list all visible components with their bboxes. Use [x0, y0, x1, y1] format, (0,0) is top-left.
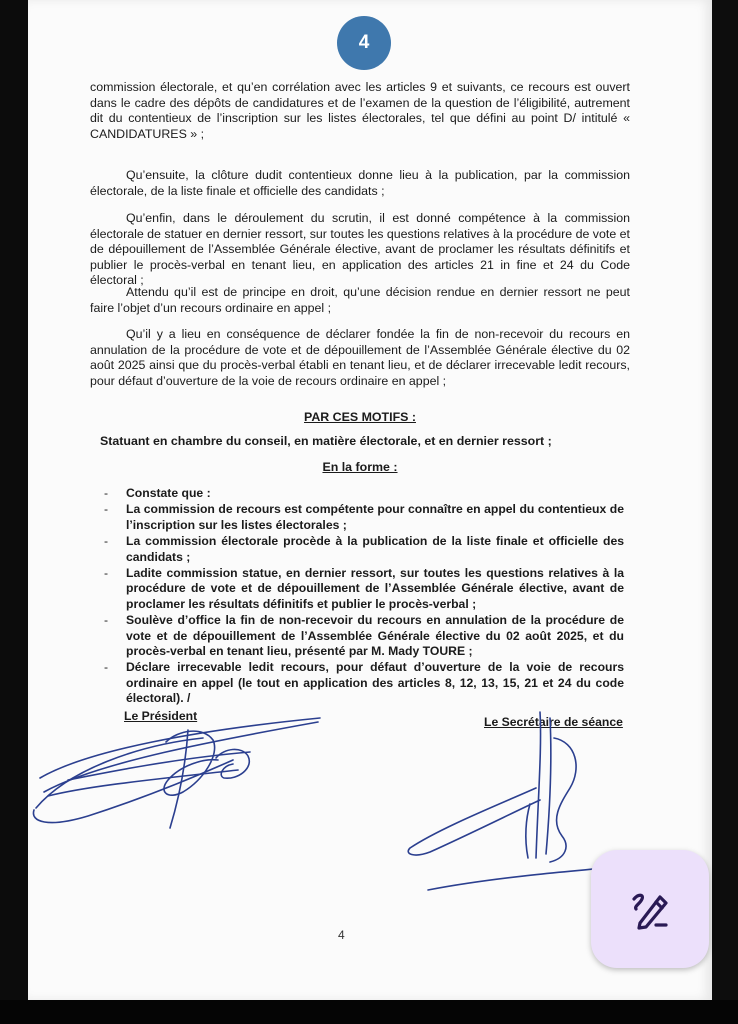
- paragraph-5: [90, 327, 630, 389]
- paragraph-2: [90, 168, 630, 199]
- decision-item: - La commission électorale procède à la publication de la liste finale et officielle des candidats ;: [104, 534, 624, 565]
- paragraph-4: [90, 285, 630, 316]
- decision-item: - Ladite commission statue, en dernier ressort, sur toutes les questions relatives à la procédure de vote et de dépouillement de l’Assemblée Générale élective, avant de proclamer les résultats définitifs et publier le procès-verbal ;: [104, 566, 624, 612]
- screen-bottom-edge: [0, 1000, 738, 1024]
- pen-edit-icon: [626, 885, 674, 933]
- paragraph-1-text: commission électorale, et qu’en corrélation avec les articles 9 et suivants, ce recours est ouvert dans le cadre des dépôts de candidatures et de l’examen de la question de l’éligibilité, autrement dit du contentieux de l’inscription sur les listes électorales, tel que défini au point D/ intitulé « CANDIDATURES » ;: [90, 80, 630, 141]
- page-number-badge: 4: [337, 16, 391, 70]
- forme-heading-text: En la forme :: [322, 460, 398, 474]
- footer-page-number: 4: [338, 928, 345, 942]
- paragraph-4-text: Attendu qu’il est de principe en droit, qu’une décision rendue en dernier ressort ne peut faire l’objet d’un recours ordinaire en appel ;: [90, 285, 630, 315]
- screen-right-edge: [712, 0, 738, 1024]
- screen-left-edge: [0, 0, 28, 1024]
- statuant-line: Statuant en chambre du conseil, en matière électorale, et en dernier ressort ;: [100, 434, 552, 448]
- president-label: Le Président: [124, 709, 198, 723]
- decision-item: - Constate que :: [104, 486, 624, 501]
- decision-item: - Soulève d’office la fin de non-recevoir du recours en annulation de la procédure de vote et de dépouillement de l’Assemblée Générale élective du 02 août 2025, et du procès-verbal en tenant lieu, présenté par M. Mady TOURE ;: [104, 613, 624, 659]
- paragraph-3-text: Qu’enfin, dans le déroulement du scrutin, il est donné compétence à la commission électorale de statuer en dernier ressort, sur toutes les questions relatives à la procédure de vote et de dépouillement de l’Assemblée Générale élective, avant de proclamer les résultats définitifs et publier le procès-verbal en tenant lieu, en application des articles 21 in fine et 24 du Code électoral ;: [90, 211, 630, 288]
- edit-fab-button[interactable]: [591, 850, 709, 968]
- decision-list: [104, 486, 624, 708]
- motifs-heading-text: PAR CES MOTIFS :: [304, 410, 416, 424]
- paragraph-5-text: Qu’il y a lieu en conséquence de déclarer fondée la fin de non-recevoir du recours en annulation de la procédure de vote et de dépouillement de l’Assemblée Générale élective du 02 août 2025 ainsi que du procès-verbal établi en tenant lieu, et de déclarer irrecevable ledit recours, pour défaut d’ouverture de la voie de recours ordinaire en appel ;: [90, 327, 630, 388]
- forme-heading: [90, 460, 630, 474]
- paragraph-2-text: Qu’ensuite, la clôture dudit contentieux donne lieu à la publication, par la commission électorale, de la liste finale et officielle des candidats ;: [90, 168, 630, 198]
- secretary-label: Le Secrétaire de séance: [484, 715, 623, 729]
- paragraph-3: [90, 211, 630, 289]
- decision-item: - La commission de recours est compétente pour connaître en appel du contentieux de l’inscription sur les listes électorales ;: [104, 502, 624, 533]
- motifs-heading: [90, 410, 630, 424]
- president-signature: [28, 700, 348, 850]
- decision-item: - Déclare irrecevable ledit recours, pour défaut d’ouverture de la voie de recours ordinaire en appel (le tout en application des articles 8, 12, 13, 15, 21 et 24 du code électoral). /: [104, 660, 624, 706]
- paragraph-1: [90, 80, 630, 142]
